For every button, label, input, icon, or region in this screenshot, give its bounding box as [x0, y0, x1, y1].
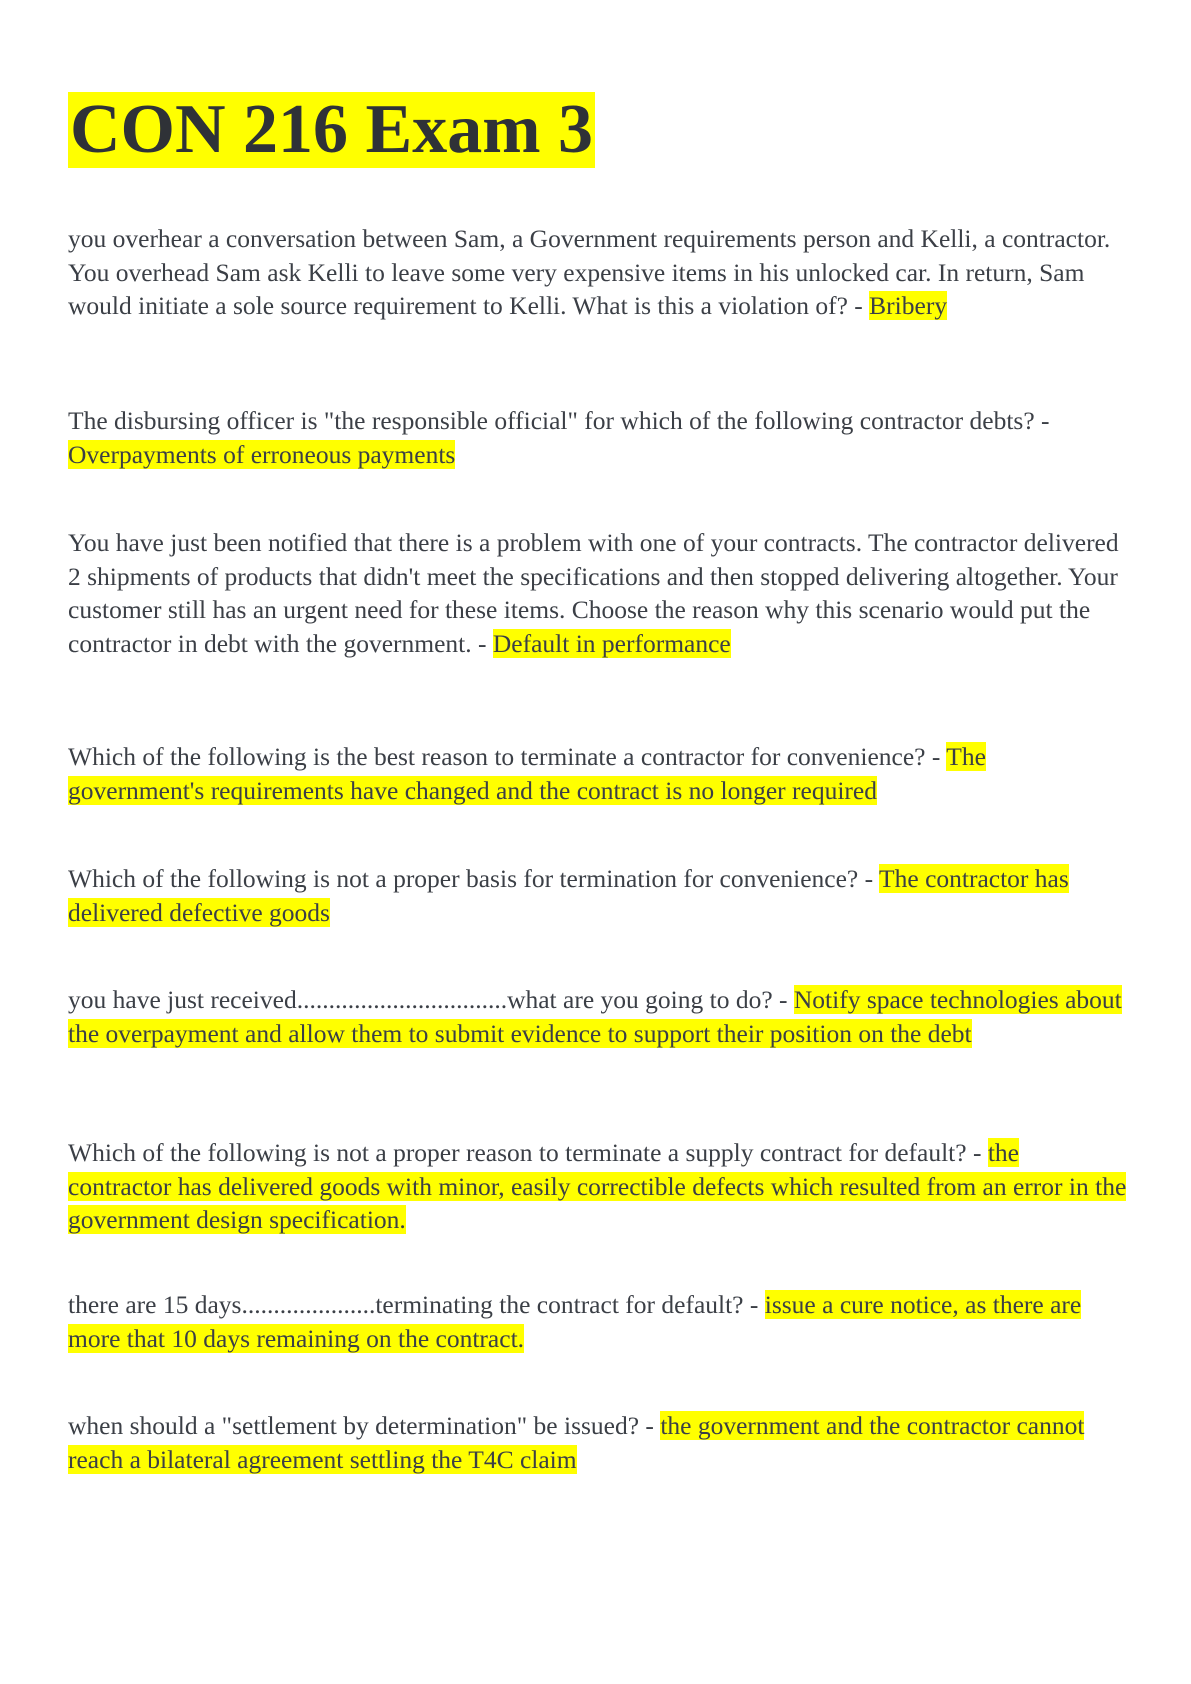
answer-highlight: The government's requirements have changed and the contract is no longer required [68, 742, 986, 805]
question-text: You have just been notified that there is a problem with one of your contracts. The contractor delivered 2 shipments of products that didn't meet the specifications and then stopped delivering altogether. Your customer still has an urgent need for these items. Choose the reason why this scenario would put the contractor in debt with the government. - [68, 528, 1119, 658]
question-text: you have just received.................................what are you going to do? - [68, 985, 794, 1014]
answer-highlight: The contractor has delivered defective goods [68, 864, 1069, 927]
document-title: CON 216 Exam 3 [70, 91, 594, 168]
answer-highlight: Notify space technologies about the overpayment and allow them to submit evidence to support their position on the debt [68, 985, 1122, 1048]
answer-highlight: Bribery [869, 291, 948, 320]
qa-item-8 [68, 1288, 1128, 1355]
answer-highlight: issue a cure notice, as there are more that 10 days remaining on the contract. [68, 1290, 1082, 1353]
qa-item-4 [68, 740, 1128, 807]
qa-item-7 [68, 1136, 1128, 1237]
question-text: The disbursing officer is "the responsible official" for which of the following contractor debts? - [68, 406, 1050, 435]
answer-highlight: the contractor has delivered goods with minor, easily correctible defects which resulted from an error in the government design specification. [68, 1138, 1127, 1234]
question-text: Which of the following is not a proper basis for termination for convenience? - [68, 864, 880, 893]
qa-item-2 [68, 404, 1128, 471]
question-text: there are 15 days.....................terminating the contract for default? - [68, 1290, 765, 1319]
question-text: Which of the following is the best reason to terminate a contractor for convenience? - [68, 742, 947, 771]
answer-highlight: the government and the contractor cannot reach a bilateral agreement settling the T4C claim [68, 1411, 1085, 1474]
qa-item-1 [68, 222, 1128, 323]
qa-item-3 [68, 526, 1128, 660]
qa-item-9 [68, 1409, 1128, 1476]
question-text: you overhear a conversation between Sam, a Government requirements person and Kelli, a contractor. You overhead Sam ask Kelli to leave some very expensive items in his unlocked car. In return, Sam would initiate a sole source requirement to Kelli. What is this a violation of? - [68, 224, 1111, 320]
answer-highlight: Default in performance [492, 628, 731, 658]
question-text: when should a "settlement by determination" be issued? - [68, 1411, 661, 1440]
qa-item-6 [68, 983, 1128, 1050]
qa-item-5 [68, 862, 1128, 929]
answer-highlight: Overpayments of erroneous payments [68, 439, 456, 469]
question-text: Which of the following is not a proper reason to terminate a supply contract for default? - [68, 1138, 988, 1167]
title-container [68, 92, 595, 168]
